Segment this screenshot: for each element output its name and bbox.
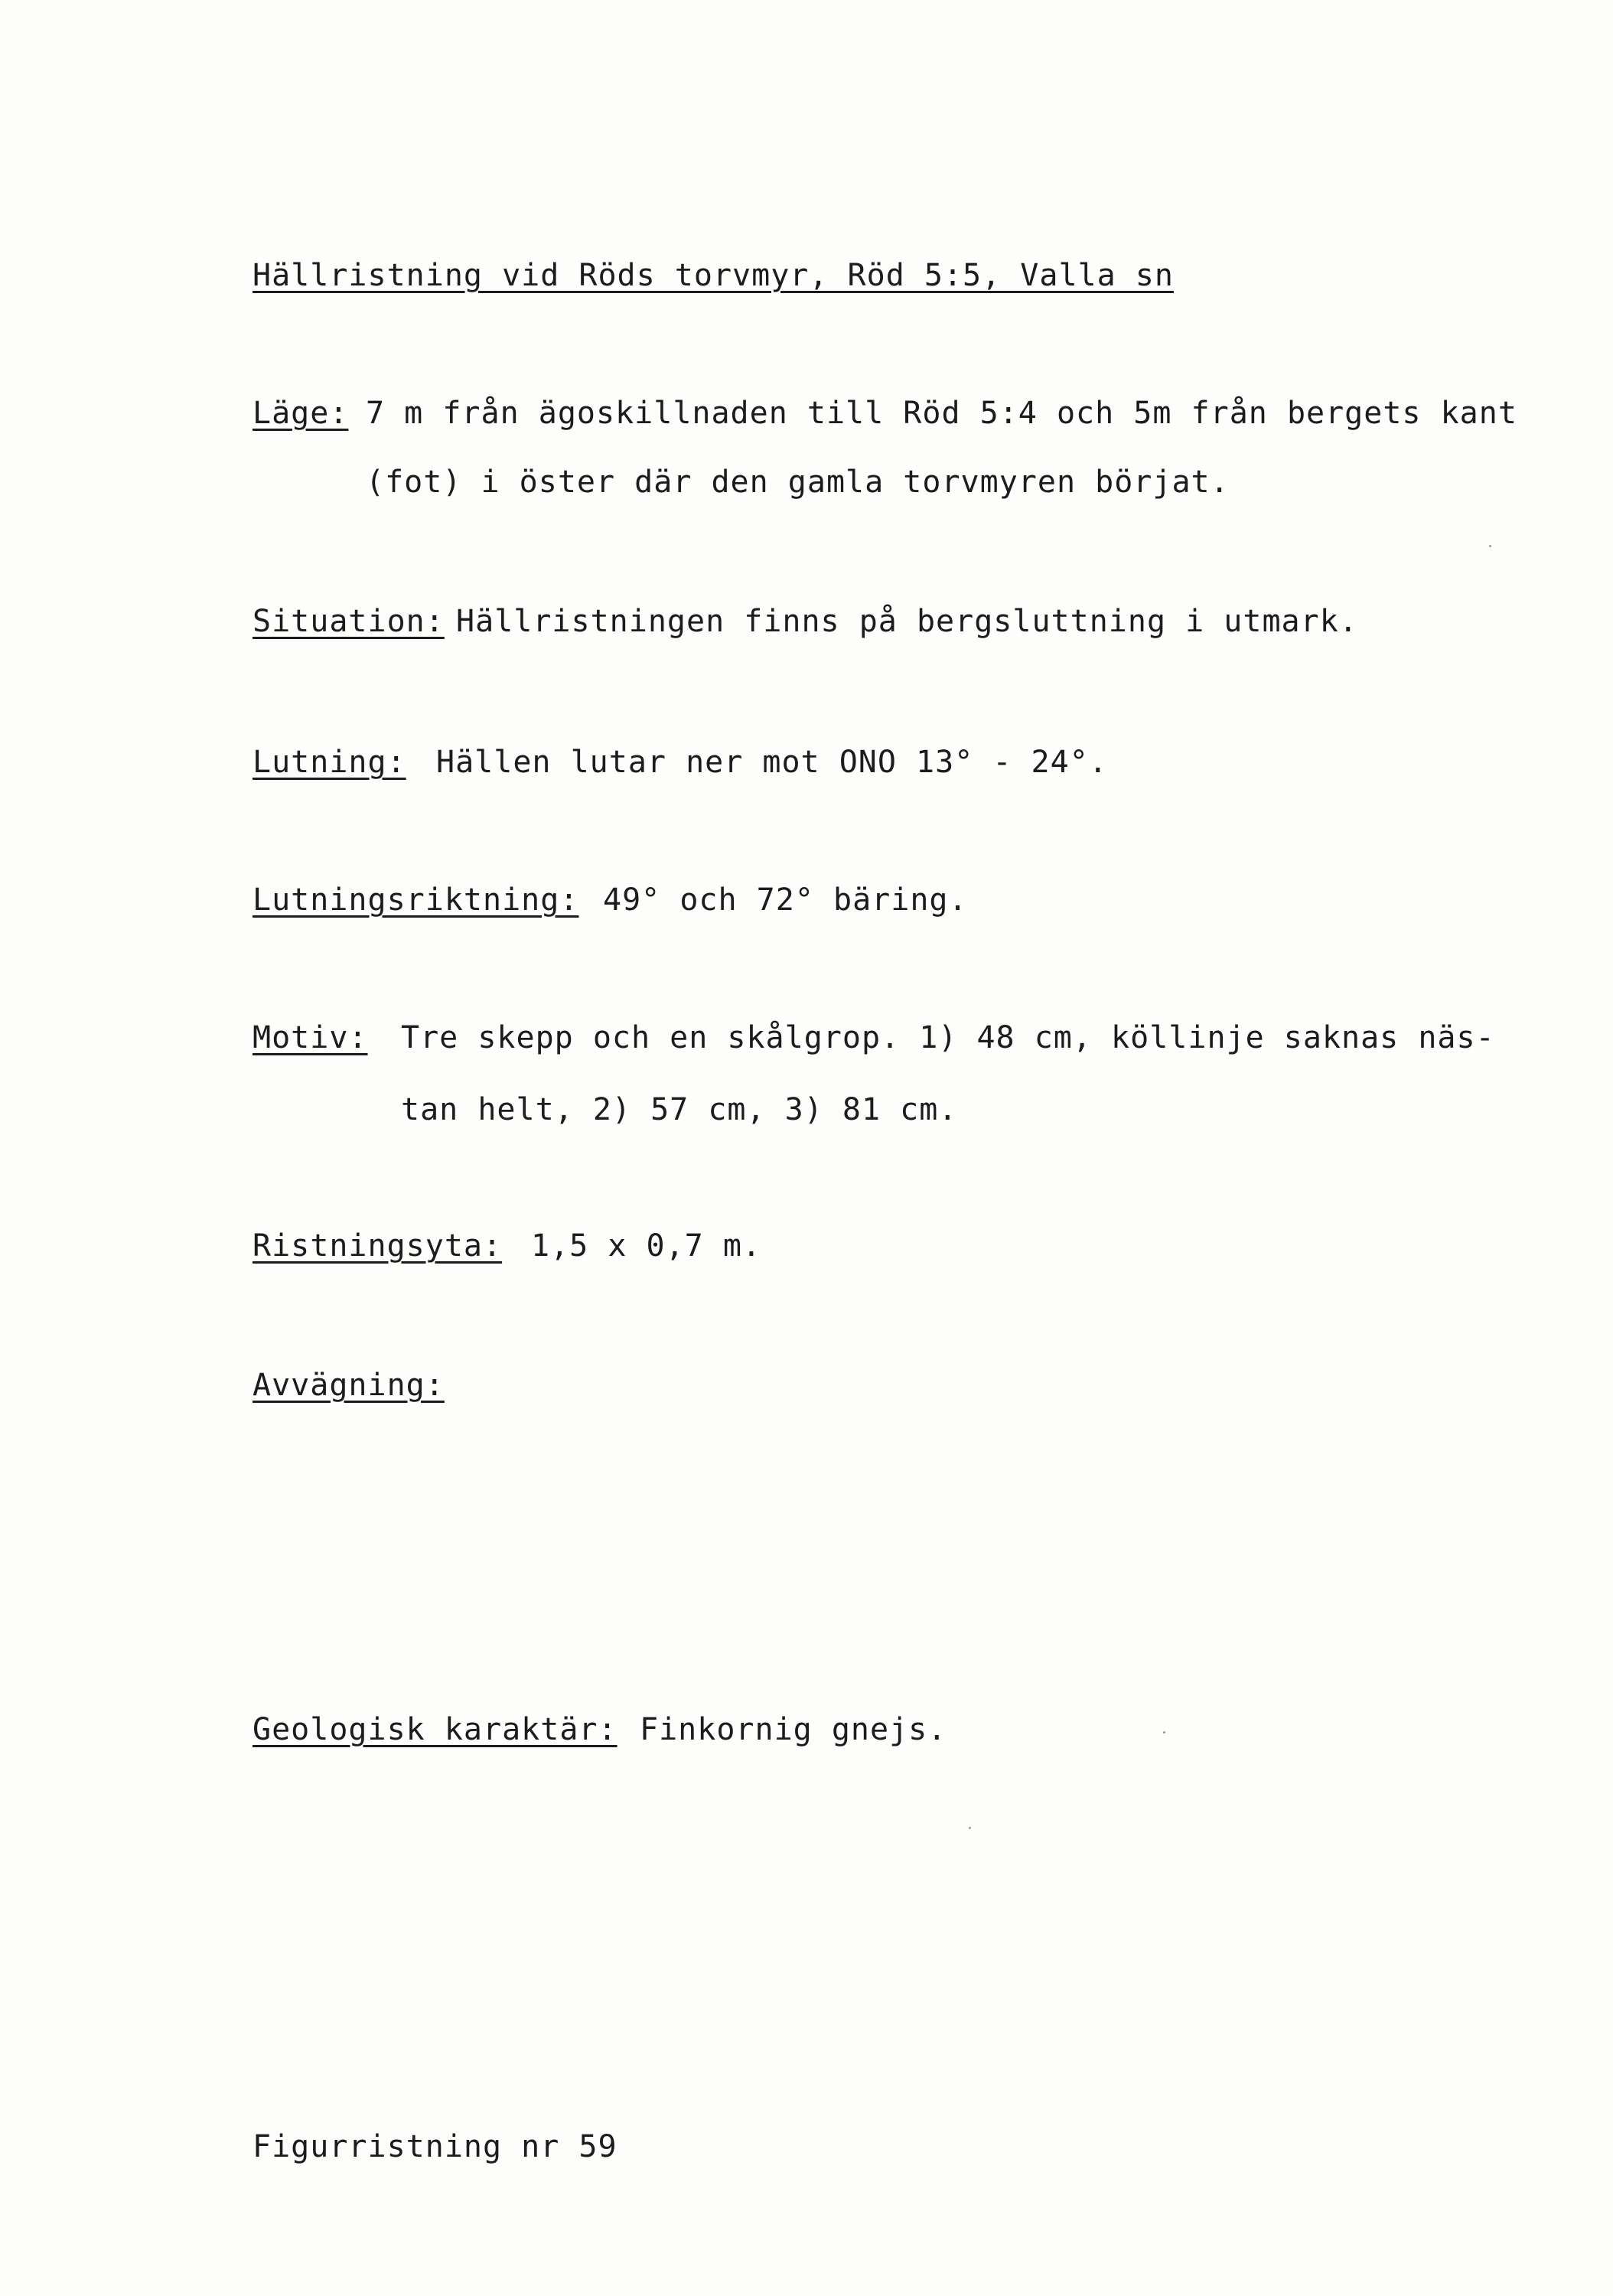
motiv-label: Motiv: [253, 1020, 368, 1055]
lutningsriktning-label: Lutningsriktning: [253, 882, 579, 918]
paper-speck [1489, 545, 1491, 547]
page-title: Hällristning vid Röds torvmyr, Röd 5:5, Valla sn [253, 258, 1174, 293]
lutning-text: Hällen lutar ner mot ONO 13° - 24°. [436, 745, 1108, 780]
lutningsriktning-text: 49° och 72° bäring. [603, 882, 968, 918]
motiv-text-line-1: Tre skepp och en skålgrop. 1) 48 cm, köllinje saknas näs- [401, 1020, 1495, 1055]
situation-label: Situation: [253, 604, 445, 639]
lage-text-line-2: (fot) i öster där den gamla torvmyren börjat. [366, 465, 1230, 500]
geologisk-label: Geologisk karaktär: [253, 1712, 618, 1747]
paper-speck [1163, 1731, 1165, 1733]
ristningsyta-text: 1,5 x 0,7 m. [531, 1228, 761, 1264]
geologisk-text: Finkornig gnejs. [640, 1712, 947, 1747]
lage-text-line-1: 7 m från ägoskillnaden till Röd 5:4 och 5m från bergets kant [366, 396, 1517, 431]
paper-speck [969, 1827, 971, 1829]
motiv-text-line-2: tan helt, 2) 57 cm, 3) 81 cm. [401, 1092, 958, 1127]
situation-text: Hällristningen finns på bergsluttning i utmark. [456, 604, 1358, 639]
lutning-label: Lutning: [253, 745, 406, 780]
figure-number-footer: Figurristning nr 59 [253, 2129, 618, 2164]
avvagning-label: Avvägning: [253, 1368, 445, 1403]
lage-label: Läge: [253, 396, 349, 431]
ristningsyta-label: Ristningsyta: [253, 1228, 503, 1264]
